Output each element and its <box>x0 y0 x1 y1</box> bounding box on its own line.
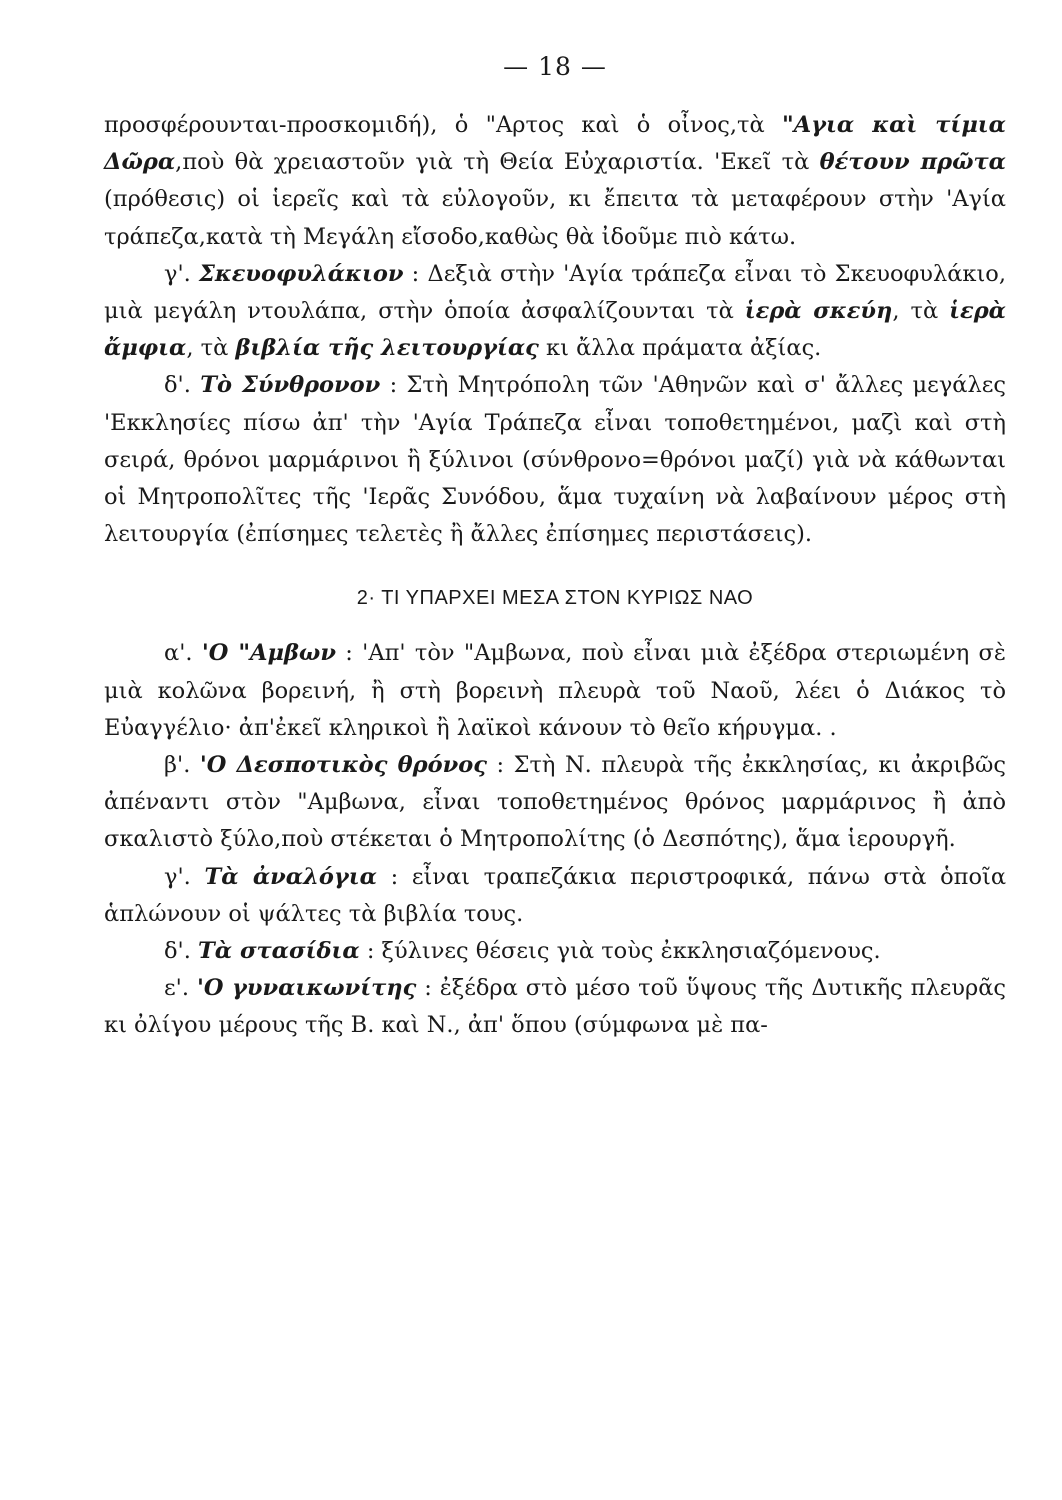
term-despotikos-thronos: 'Ο Δεσποτικὸς θρόνος <box>199 752 487 779</box>
text-run: : Στὴ Ν. πλευρὰ τῆς ἐκκλησίας, κι ἀκριβῶς ἀπέναντι στὸν "Αμβωνα, εἶναι τοποθετημένος θρόνος μαρμάρινος ἢ ἀπὸ σκαλιστὸ ξύλο,ποὺ στέκεται ὁ Μητροπολίτης (ὁ Δεσπότης), ἅμα ἱερουργῆ. <box>104 752 1007 853</box>
text-run: : 'Απ' τὸν "Αμβωνα, ποὺ εἶναι μιὰ ἐξέδρα στεριωμένη σὲ μιὰ κολῶνα βορεινή, ἢ στὴ βορεινὴ πλευρὰ τοῦ Ναοῦ, λέει ὁ Διάκος τὸ Εὐαγγέλιο· ἀπ'ἐκεῖ κληρικοὶ ἢ λαϊκοὶ κάνουν τὸ θεῖο κήρυγμα. . <box>104 640 1006 741</box>
list-marker: γ'. <box>164 863 205 890</box>
paragraph-prosfora <box>104 107 1006 256</box>
term-synthronon: Τὸ Σύνθρονον <box>200 372 381 399</box>
paragraph-synthronon <box>104 367 1006 553</box>
text-run: : ξύλινες θέσεις γιὰ τοὺς ἐκκλησιαζόμενους. <box>359 938 881 965</box>
section-heading: 2· ΤΙ ΥΠΑΡΧΕΙ ΜΕΣΑ ΣΤΟΝ ΚΥΡΙΩΣ ΝΑΟ <box>356 587 754 610</box>
list-marker: δ'. <box>164 938 199 965</box>
list-marker: γ'. <box>164 260 199 287</box>
term-iera-skevi: ἱερὰ σκεύη <box>744 298 893 325</box>
page-number: — 18 — <box>503 52 607 81</box>
text-run: : Στὴ Μητρόπολη τῶν 'Αθηνῶν καὶ σ' ἄλλες μεγάλες 'Εκκλησίες πίσω ἀπ' τὴν 'Αγία Τράπεζα εἶναι τοποθετημένοι, μαζὶ καὶ στὴ σειρά, θρόνοι μαρμάρινοι ἢ ξύλινοι (σύνθρονο=θρόνοι μαζί) γιὰ νὰ κάθωνται οἱ Μητροπολῖτες τῆς 'Ιερᾶς Συνόδου, ἅμα τυχαίνη νὰ λαβαίνουν μέρος στὴ λειτουργία (ἐπίσημες τελετὲς ἢ ἄλλες ἐπίσημες περιστάσεις). <box>104 372 1006 548</box>
paragraph-amvon <box>104 635 1006 747</box>
list-marker: ε'. <box>164 975 197 1002</box>
term-skevofylakion: Σκευοφυλάκιον <box>198 260 404 287</box>
text-run: : ἐξέδρα στὸ μέσο τοῦ ὕψους τῆς Δυτικῆς πλευρᾶς κι ὀλίγου μέρους τῆς Β. καὶ Ν., ἀπ' ὅπου (σύμφωνα μὲ πα- <box>104 975 1007 1039</box>
paragraph-analogia <box>104 859 1006 933</box>
text-run: κι ἄλλα πράματα ἀξίας. <box>538 335 822 362</box>
text-run: : Δεξιὰ στὴν 'Αγία τράπεζα εἶναι τὸ Σκευοφυλάκιο, μιὰ μεγάλη ντουλάπα, στὴν ὁποία ἀσφαλίζουνται τὰ <box>104 260 1006 325</box>
text-run: προσφέρουνται-προσκομιδή), ὁ "Αρτος καὶ ὁ οἶνος,τὰ <box>104 112 782 138</box>
paragraph-despotikos-thronos <box>104 747 1006 859</box>
body-text <box>104 107 1006 1045</box>
term-thetoun-prota: θέτουν πρῶτα <box>819 149 1006 176</box>
list-marker: δ'. <box>164 372 201 399</box>
term-amvon: 'Ο "Αμβων <box>201 640 336 667</box>
list-marker: α'. <box>164 640 202 667</box>
list-marker: β'. <box>164 752 200 779</box>
text-run: , τὰ <box>186 335 236 362</box>
term-vivlia-leitourgias: βιβλία τῆς λειτουργίας <box>235 335 539 362</box>
text-run: : εἶναι τραπεζάκια περιστροφικά, πάνω στὰ ὁποῖα ἁπλώνουν οἱ ψάλτες τὰ βιβλία τους. <box>104 863 1007 927</box>
paragraph-stasidia <box>104 933 1006 970</box>
paragraph-gynaikonitis <box>104 970 1006 1044</box>
paragraph-skevofylakion <box>104 256 1006 368</box>
text-run: , τὰ <box>892 298 950 325</box>
term-agia-dora: "Αγια καὶ τίμια Δῶρα <box>104 112 1006 176</box>
text-run: (πρόθεσις) οἱ ἱερεῖς καὶ τὰ εὐλογοῦν, κι ἔπειτα τὰ μεταφέρουν στὴν 'Αγία τράπεζα,κατὰ τὴ Μεγάλη εἴσοδο,καθὼς θὰ ἰδοῦμε πιὸ κάτω. <box>104 186 1006 250</box>
term-iera-amfia: ἱερὰ ἄμφια <box>104 298 1006 362</box>
term-stasidia: Τὰ στασίδια <box>198 938 360 965</box>
term-gynaikonitis: 'Ο γυναικωνίτης <box>196 975 417 1002</box>
term-analogia: Τὰ ἀναλόγια <box>204 863 377 890</box>
text-run: ,ποὺ θὰ χρειαστοῦν γιὰ τὴ Θεία Εὐχαριστία. 'Εκεῖ τὰ <box>175 149 820 176</box>
